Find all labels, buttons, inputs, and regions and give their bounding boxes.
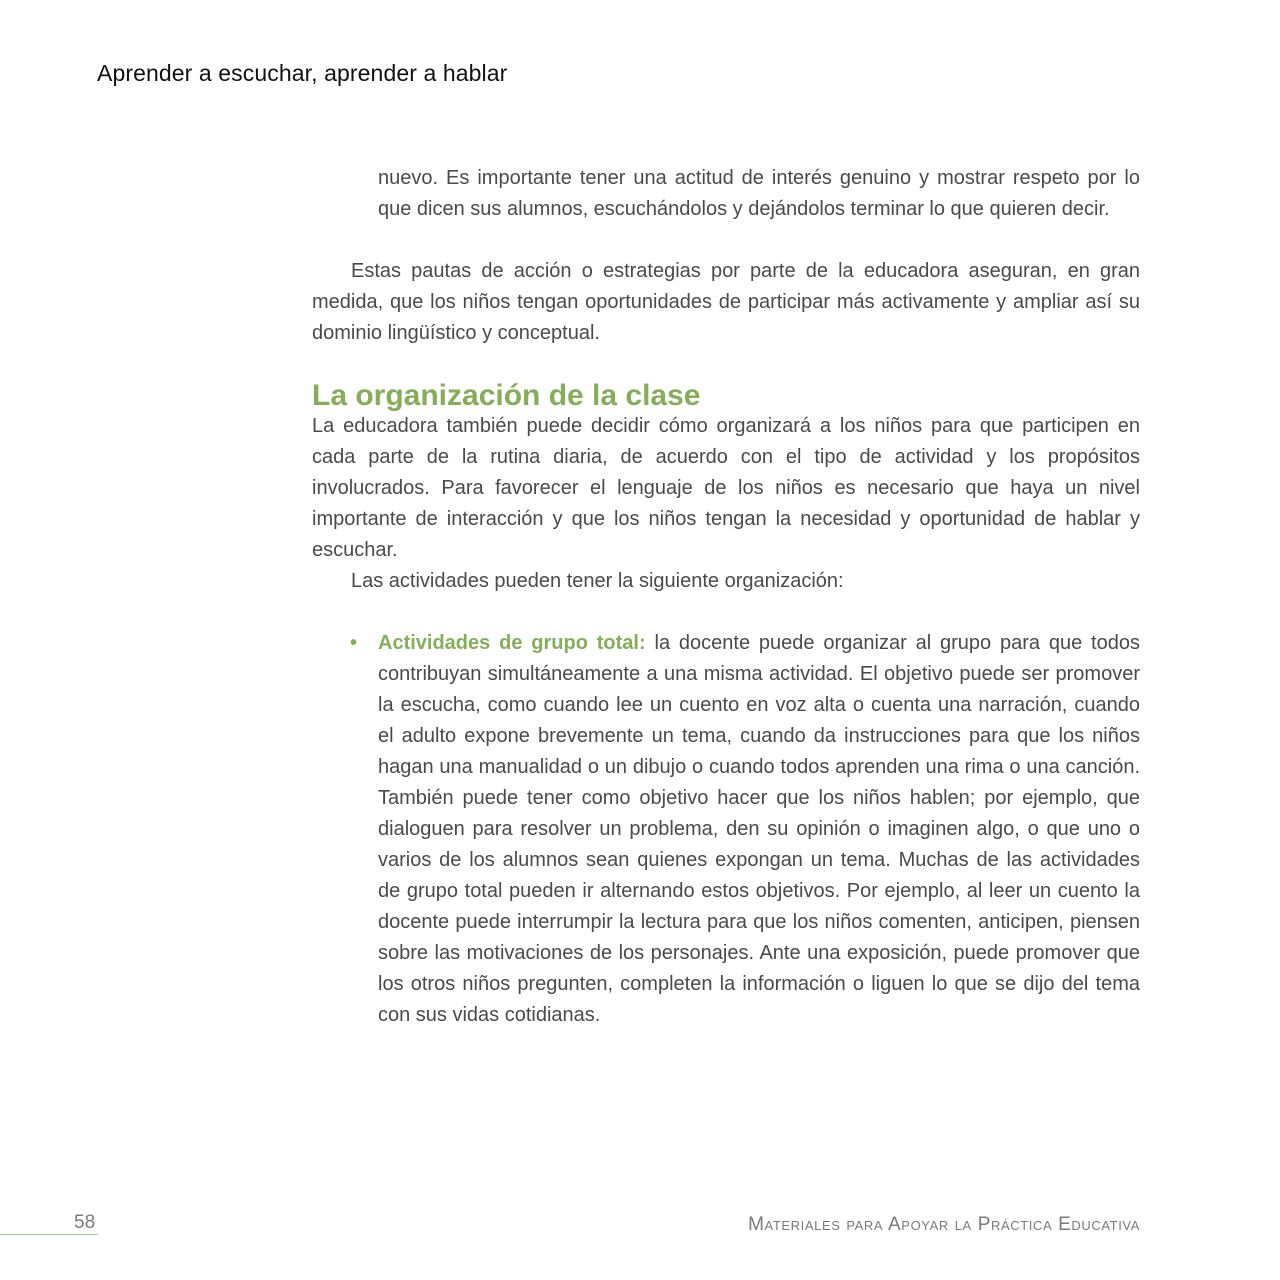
main-text-column: [312, 163, 1140, 1031]
paragraph-spacer: [312, 349, 1140, 380]
bullet-text: la docente puede organizar al grupo para que todos contribuyan simultáneamente a una misma actividad. El objetivo puede ser promover la escucha, como cuando lee un cuento en voz alta o cuenta una narración, cuando el adulto expone brevemente un tema, cuando da instrucciones para que los niños hagan una manualidad o un dibujo o cuando todos aprenden una rima o una canción. También puede tener como objetivo hacer que los niños hablen; por ejemplo, que dialoguen para resolver un problema, den su opinión o imaginen algo, o que uno o varios de los alumnos sean quienes expongan un tema. Muchas de las actividades de grupo total pueden ir alternando estos objetivos. Por ejemplo, al leer un cuento la docente puede interrumpir la lectura para que los niños comenten, anticipen, piensen sobre las motivaciones de los personajes. Ante una exposición, puede promover que los otros niños pregunten, completen la información o liguen lo que se dijo del tema con sus vidas cotidianas.: [378, 632, 1140, 1026]
body-paragraph: Las actividades pueden tener la siguiente organización:: [351, 570, 844, 592]
footer-series-title: Materiales para Apoyar la Práctica Educativa: [748, 1214, 1140, 1235]
continued-paragraph: nuevo. Es importante tener una actitud de interés genuino y mostrar respeto por lo que dicen sus alumnos, escuchándolos y dejándolos terminar lo que quieren decir.: [378, 167, 1140, 220]
paragraph-spacer: [312, 225, 1140, 256]
section-heading: La organización de la clase: [312, 379, 701, 412]
body-paragraph: Estas pautas de acción o estrategias por parte de la educadora aseguran, en gran medida, que los niños tengan oportunidades de participar más activamente y ampliar así su dominio lingüístico y conceptual.: [312, 260, 1140, 344]
footer-rule: [0, 1234, 98, 1235]
bullet-list-item: [350, 628, 1140, 1031]
page-number: 58: [74, 1212, 96, 1233]
paragraph-spacer: [312, 597, 1140, 628]
bullet-term: Actividades de grupo total:: [378, 632, 646, 654]
bullet-marker: •: [350, 632, 358, 654]
running-head-title: Aprender a escuchar, aprender a hablar: [97, 60, 508, 86]
body-paragraph: La educadora también puede decidir cómo organizará a los niños para que participen en cada parte de la rutina diaria, de acuerdo con el tipo de actividad y los propósitos involucrados. Para favorecer el lenguaje de los niños es necesario que haya un nivel importante de interacción y que los niños tengan la necesidad y oportunidad de hablar y escuchar.: [312, 415, 1140, 561]
